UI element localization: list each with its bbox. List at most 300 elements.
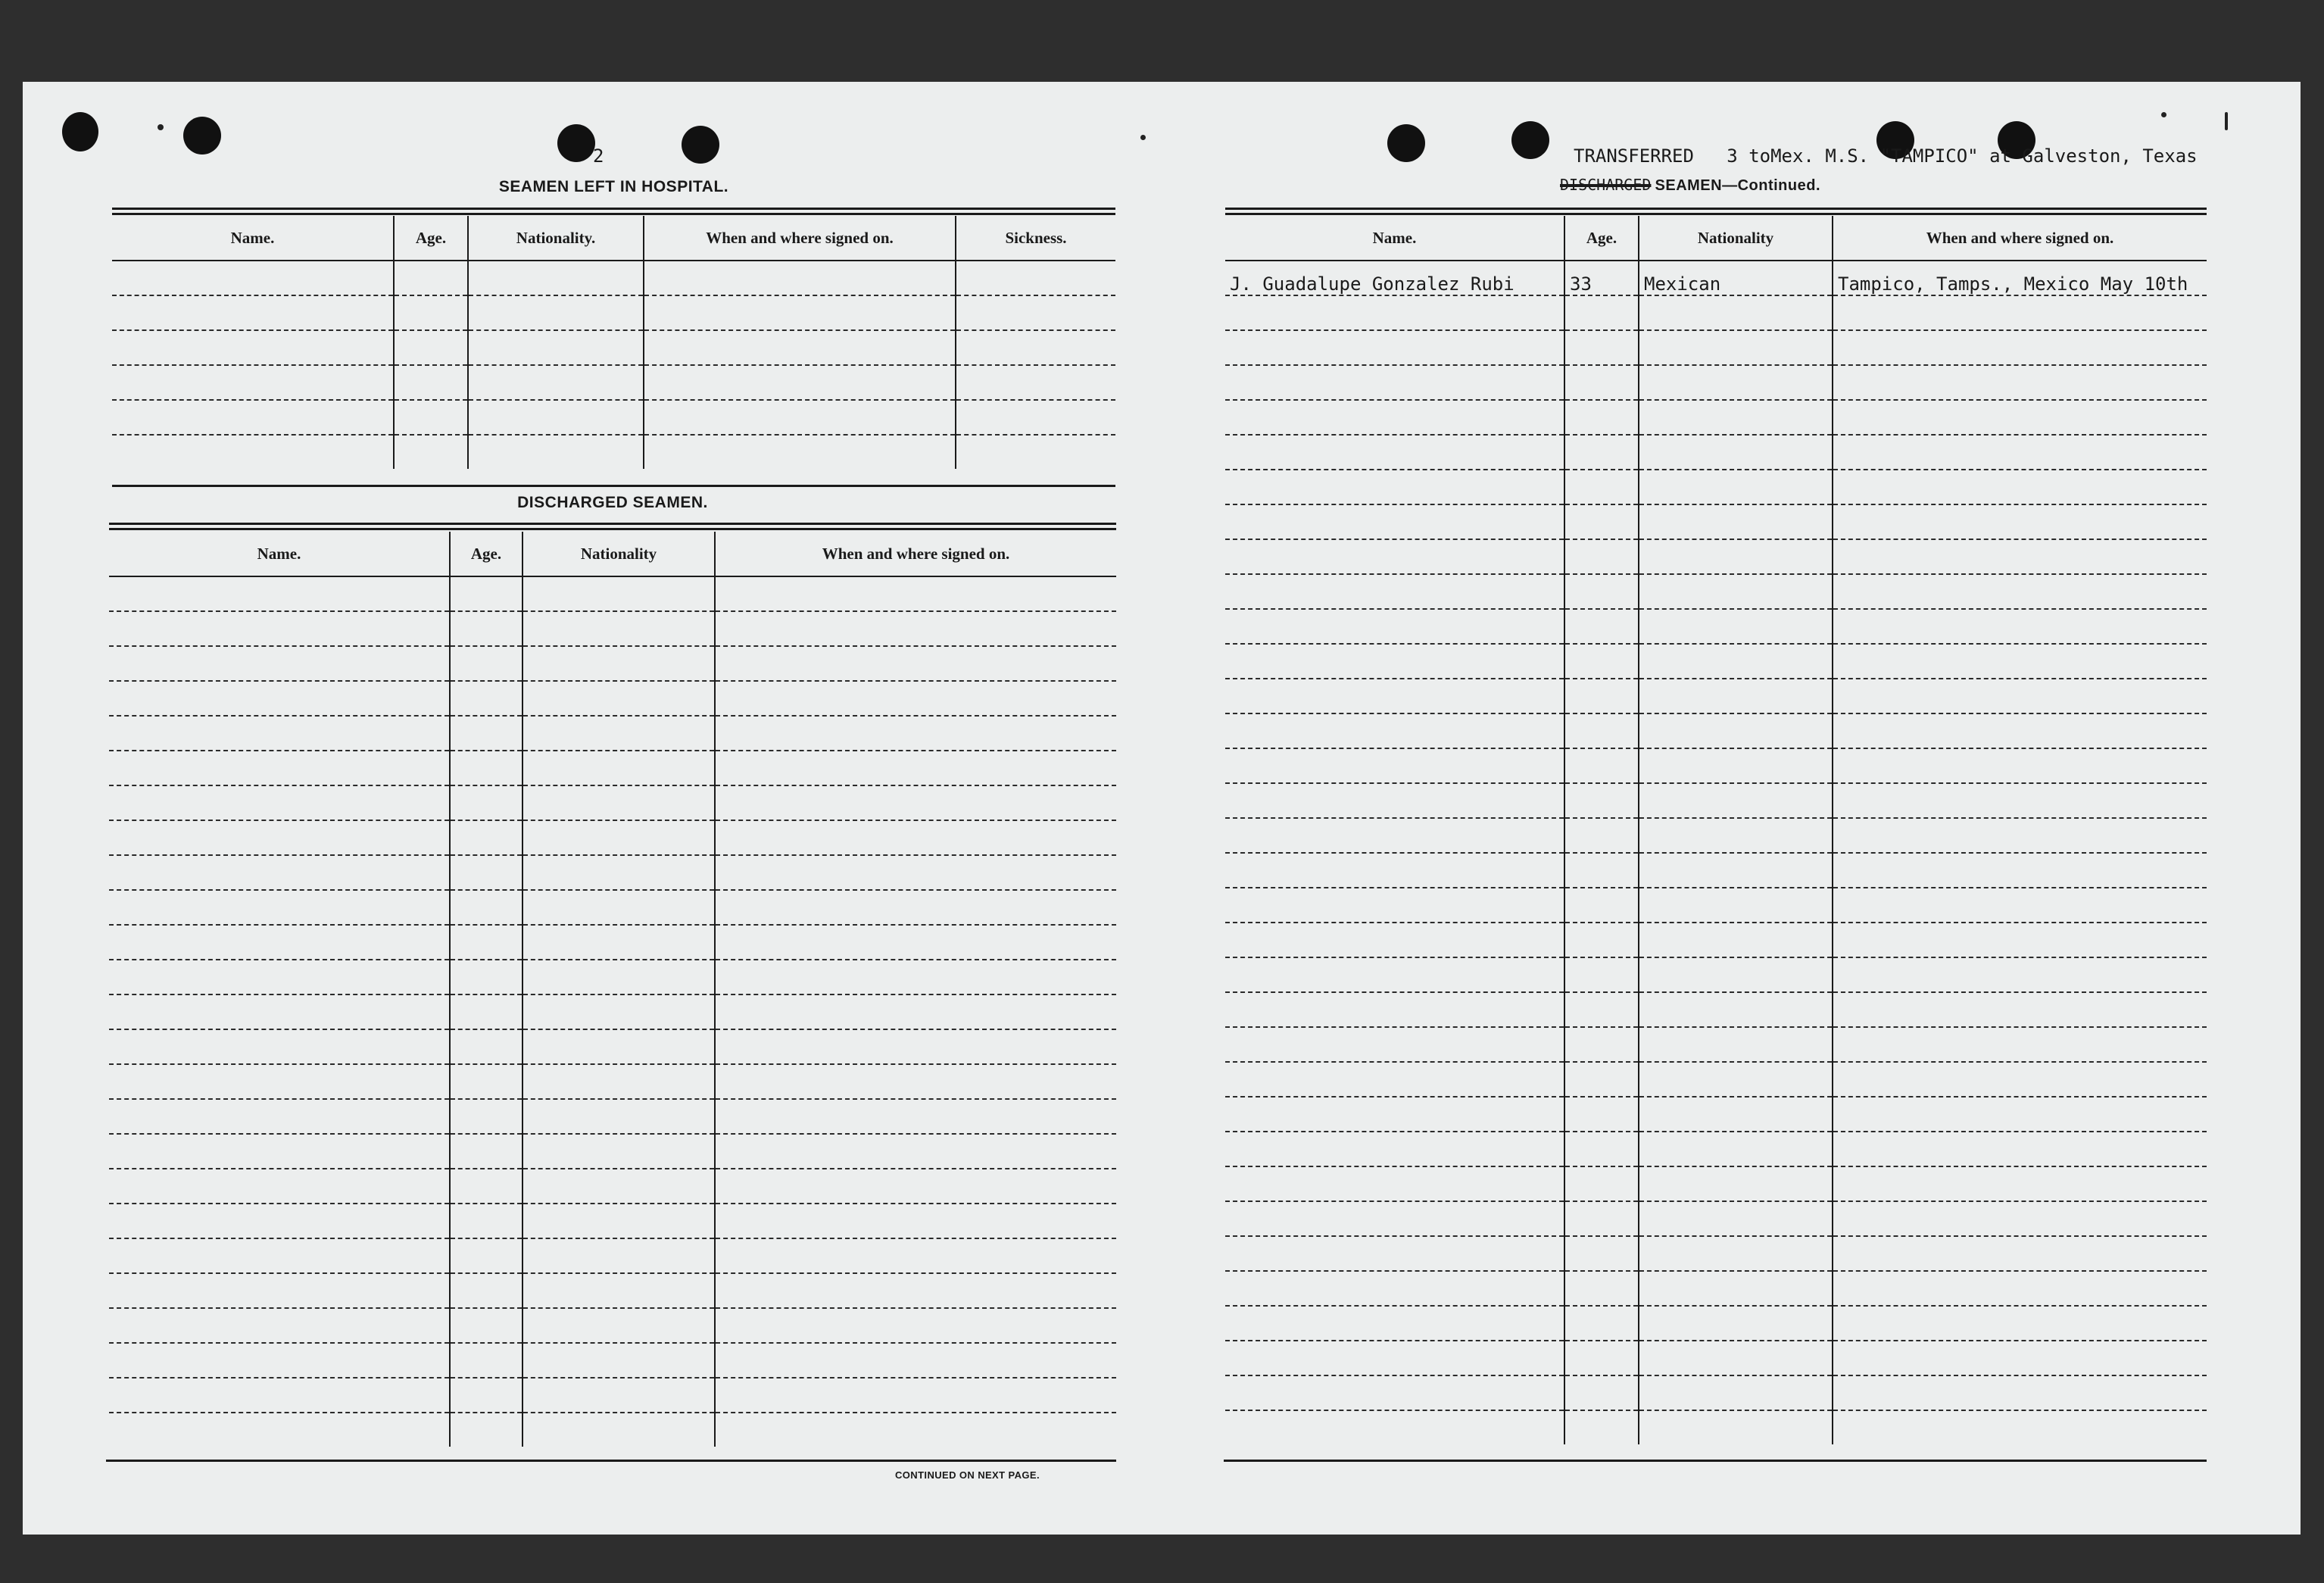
table-cell — [1225, 1097, 1564, 1132]
table-cell — [109, 1064, 450, 1099]
table-cell — [112, 330, 394, 365]
table-cell — [1564, 783, 1639, 818]
hospital-top-rule — [112, 208, 1115, 215]
hospital-bottom-rule — [112, 485, 1115, 487]
table-row — [109, 1099, 1116, 1134]
table-cell — [1639, 644, 1833, 679]
table-row — [109, 646, 1116, 681]
table-cell — [1564, 679, 1639, 713]
table-cell — [523, 1029, 715, 1064]
left-page — [23, 82, 1143, 1535]
table-cell — [1833, 1132, 2207, 1166]
table-row — [1225, 504, 2207, 539]
table-cell — [109, 1238, 450, 1273]
table-row — [112, 330, 1115, 365]
table-cell — [450, 785, 523, 820]
table-cell — [1564, 1062, 1639, 1097]
table-cell: Mexican — [1639, 261, 1833, 295]
table-cell — [1639, 1306, 1833, 1341]
table-cell — [109, 1029, 450, 1064]
table-row — [1225, 365, 2207, 400]
table-cell — [523, 855, 715, 890]
table-cell — [1833, 470, 2207, 504]
table-cell — [956, 365, 1115, 400]
table-cell — [109, 1273, 450, 1308]
table-cell — [1833, 504, 2207, 539]
table-cell: J. Guadalupe Gonzalez Rubi — [1225, 261, 1564, 295]
table-cell — [112, 261, 394, 295]
table-row — [109, 751, 1116, 785]
table-cell — [1225, 1410, 1564, 1444]
table-cell — [1564, 644, 1639, 679]
table-cell — [1833, 1166, 2207, 1201]
table-cell — [715, 890, 1116, 925]
table-cell — [1225, 1375, 1564, 1410]
table-cell — [715, 646, 1116, 681]
table-cell — [1833, 295, 2207, 330]
table-cell — [1833, 1375, 2207, 1410]
table-row — [109, 855, 1116, 890]
table-cell — [1833, 1236, 2207, 1271]
table-row — [1225, 783, 2207, 818]
discharged-header-row — [109, 532, 1116, 576]
table-cell — [109, 890, 450, 925]
column-header: When and where signed on. — [715, 532, 1116, 576]
table-cell — [450, 1308, 523, 1343]
table-cell — [715, 1238, 1116, 1273]
column-header: Sickness. — [956, 216, 1115, 261]
table-cell — [109, 1169, 450, 1204]
table-row — [109, 1378, 1116, 1413]
table-row — [1225, 1271, 2207, 1306]
table-row — [109, 925, 1116, 960]
table-cell — [1639, 609, 1833, 644]
table-cell — [1833, 888, 2207, 923]
table-row — [1225, 1132, 2207, 1166]
table-cell — [468, 365, 644, 400]
table-cell — [450, 1134, 523, 1169]
table-cell — [109, 960, 450, 994]
table-cell — [1564, 1097, 1639, 1132]
table-cell — [1225, 853, 1564, 888]
table-cell — [523, 646, 715, 681]
table-cell — [715, 1169, 1116, 1204]
table-row — [1225, 609, 2207, 644]
table-cell — [450, 1378, 523, 1413]
table-cell — [523, 751, 715, 785]
table-cell — [1833, 1097, 2207, 1132]
table-cell — [715, 925, 1116, 960]
table-cell — [715, 1134, 1116, 1169]
table-cell — [523, 681, 715, 716]
table-cell — [450, 890, 523, 925]
table-cell — [715, 576, 1116, 611]
table-cell — [450, 855, 523, 890]
table-cell — [1639, 992, 1833, 1027]
table-row — [1225, 1201, 2207, 1236]
table-cell — [1225, 400, 1564, 435]
table-row — [112, 261, 1115, 295]
table-cell — [644, 261, 956, 295]
transfer-top-rule — [1225, 208, 2207, 215]
table-cell — [1564, 400, 1639, 435]
table-row — [109, 1343, 1116, 1378]
right-page — [1189, 82, 2301, 1535]
struck-word: DISCHARGED — [1560, 176, 1652, 194]
table-cell — [1564, 295, 1639, 330]
table-cell — [450, 994, 523, 1029]
table-cell — [1225, 1166, 1564, 1201]
table-cell — [1639, 1341, 1833, 1375]
table-cell — [1833, 679, 2207, 713]
table-cell — [523, 925, 715, 960]
table-cell — [644, 330, 956, 365]
discharged-top-rule — [109, 523, 1116, 530]
table-cell — [109, 1099, 450, 1134]
table-cell — [1639, 295, 1833, 330]
table-cell — [1833, 1201, 2207, 1236]
table-row — [1225, 1236, 2207, 1271]
table-cell — [523, 1134, 715, 1169]
table-cell — [523, 785, 715, 820]
table-cell — [1833, 1410, 2207, 1444]
table-row — [109, 1413, 1116, 1447]
table-cell — [1639, 818, 1833, 853]
table-cell — [523, 890, 715, 925]
table-cell — [715, 1413, 1116, 1447]
table-row — [1225, 261, 2207, 295]
table-cell — [1639, 1410, 1833, 1444]
table-cell — [1225, 295, 1564, 330]
column-header: When and where signed on. — [1833, 216, 2207, 261]
table-cell — [1225, 992, 1564, 1027]
table-cell — [1833, 783, 2207, 818]
table-cell — [1225, 1201, 1564, 1236]
table-cell — [1225, 330, 1564, 365]
table-cell — [450, 1064, 523, 1099]
table-cell — [715, 1273, 1116, 1308]
table-cell — [468, 261, 644, 295]
table-cell — [1564, 1341, 1639, 1375]
table-cell — [523, 1308, 715, 1343]
table-cell — [1564, 1236, 1639, 1271]
table-cell — [523, 1343, 715, 1378]
table-cell — [1564, 1306, 1639, 1341]
table-cell — [1564, 923, 1639, 957]
table-row — [1225, 330, 2207, 365]
table-cell — [1833, 1062, 2207, 1097]
table-cell — [1833, 923, 2207, 957]
table-cell — [450, 576, 523, 611]
table-cell — [1225, 435, 1564, 470]
table-cell — [523, 1378, 715, 1413]
table-row — [109, 890, 1116, 925]
table-cell — [1564, 1375, 1639, 1410]
table-cell — [1564, 992, 1639, 1027]
column-header: Age. — [1564, 216, 1639, 261]
table-row — [112, 400, 1115, 435]
table-cell — [644, 400, 956, 435]
table-cell — [1639, 853, 1833, 888]
table-cell — [112, 365, 394, 400]
hospital-header-row — [112, 216, 1115, 261]
table-cell — [1833, 713, 2207, 748]
table-cell — [1564, 853, 1639, 888]
table-row — [109, 785, 1116, 820]
table-cell — [1833, 1027, 2207, 1062]
table-row — [1225, 1166, 2207, 1201]
table-cell — [109, 1204, 450, 1238]
table-row — [1225, 713, 2207, 748]
table-cell — [644, 295, 956, 330]
table-cell — [523, 994, 715, 1029]
table-cell — [1833, 748, 2207, 783]
table-cell — [1639, 1132, 1833, 1166]
column-header: Nationality. — [468, 216, 644, 261]
table-row — [1225, 1062, 2207, 1097]
table-cell — [1564, 504, 1639, 539]
table-cell — [394, 261, 468, 295]
table-cell — [1564, 470, 1639, 504]
column-header: Nationality — [1639, 216, 1833, 261]
table-cell — [1564, 957, 1639, 992]
table-cell — [1639, 748, 1833, 783]
table-cell — [715, 1099, 1116, 1134]
transfer-header-row — [1225, 216, 2207, 261]
table-cell — [109, 820, 450, 855]
table-cell — [1833, 818, 2207, 853]
table-cell — [109, 716, 450, 751]
table-cell — [1225, 783, 1564, 818]
table-cell — [1225, 713, 1564, 748]
table-cell — [715, 716, 1116, 751]
table-cell — [450, 681, 523, 716]
table-cell — [450, 1204, 523, 1238]
table-row — [109, 960, 1116, 994]
table-row — [109, 1064, 1116, 1099]
form-title: SEAMEN—Continued. — [1655, 177, 1821, 194]
table-cell — [1639, 1097, 1833, 1132]
table-cell — [1639, 435, 1833, 470]
table-row — [109, 994, 1116, 1029]
table-cell — [715, 1308, 1116, 1343]
table-cell — [715, 1343, 1116, 1378]
table-cell — [109, 751, 450, 785]
table-cell — [1225, 1306, 1564, 1341]
discharged-section-title: DISCHARGED SEAMEN. — [517, 494, 708, 511]
page-number: 2 — [593, 145, 604, 167]
table-row — [1225, 470, 2207, 504]
table-cell — [1639, 470, 1833, 504]
table-cell — [1225, 644, 1564, 679]
table-cell — [1639, 504, 1833, 539]
table-cell — [523, 1169, 715, 1204]
table-cell — [1639, 713, 1833, 748]
table-row — [1225, 1306, 2207, 1341]
table-row — [112, 365, 1115, 400]
table-cell — [1564, 713, 1639, 748]
table-cell — [468, 330, 644, 365]
table-cell — [1639, 539, 1833, 574]
table-cell — [1225, 748, 1564, 783]
table-row — [1225, 644, 2207, 679]
table-cell — [394, 295, 468, 330]
table-row — [109, 611, 1116, 646]
table-cell — [1225, 818, 1564, 853]
table-cell — [394, 365, 468, 400]
table-cell — [112, 400, 394, 435]
table-cell: 33 — [1564, 261, 1639, 295]
table-row — [112, 295, 1115, 330]
table-cell — [1639, 783, 1833, 818]
table-row — [109, 1238, 1116, 1273]
table-row — [1225, 295, 2207, 330]
table-cell — [1225, 1236, 1564, 1271]
table-cell — [450, 716, 523, 751]
table-cell — [523, 820, 715, 855]
column-header: Nationality — [523, 532, 715, 576]
table-cell — [1564, 539, 1639, 574]
table-cell — [1564, 1201, 1639, 1236]
table-cell — [1225, 679, 1564, 713]
table-row — [109, 1169, 1116, 1204]
table-row — [109, 820, 1116, 855]
table-cell — [1225, 365, 1564, 400]
table-cell — [1833, 435, 2207, 470]
table-cell — [109, 785, 450, 820]
table-cell — [1564, 574, 1639, 609]
table-cell — [715, 960, 1116, 994]
table-cell — [1225, 1271, 1564, 1306]
table-cell — [109, 855, 450, 890]
table-cell — [450, 1099, 523, 1134]
table-cell — [715, 611, 1116, 646]
table-row — [1225, 957, 2207, 992]
table-cell — [394, 330, 468, 365]
table-row — [1225, 992, 2207, 1027]
table-cell — [1639, 365, 1833, 400]
table-row — [1225, 1341, 2207, 1375]
table-cell — [523, 1238, 715, 1273]
table-cell — [109, 925, 450, 960]
table-cell — [450, 1413, 523, 1447]
table-row — [109, 681, 1116, 716]
table-cell — [1639, 923, 1833, 957]
table-cell — [468, 295, 644, 330]
table-cell — [109, 681, 450, 716]
table-cell — [1564, 818, 1639, 853]
table-cell — [523, 1204, 715, 1238]
table-cell — [468, 435, 644, 469]
table-cell — [1639, 1062, 1833, 1097]
table-cell — [450, 1169, 523, 1204]
column-header: Name. — [112, 216, 394, 261]
table-cell — [394, 400, 468, 435]
table-row — [109, 1273, 1116, 1308]
table-row — [1225, 818, 2207, 853]
table-row — [112, 435, 1115, 469]
table-cell — [450, 1273, 523, 1308]
table-cell — [715, 1378, 1116, 1413]
table-cell — [523, 1413, 715, 1447]
table-cell — [715, 1204, 1116, 1238]
table-cell — [956, 261, 1115, 295]
table-cell — [394, 435, 468, 469]
hospital-section-title: SEAMEN LEFT IN HOSPITAL. — [498, 178, 729, 195]
table-cell — [1225, 888, 1564, 923]
table-row — [1225, 748, 2207, 783]
table-row — [1225, 400, 2207, 435]
table-cell — [1639, 1027, 1833, 1062]
table-cell — [1225, 539, 1564, 574]
table-cell — [109, 1413, 450, 1447]
column-header: When and where signed on. — [644, 216, 956, 261]
table-cell — [715, 681, 1116, 716]
table-cell — [715, 751, 1116, 785]
table-cell — [1225, 1341, 1564, 1375]
transfer-header: TRANSFERRED 3 toMex. M.S. "TAMPICO" at Galveston, Texas — [1574, 145, 2198, 167]
table-cell — [1564, 609, 1639, 644]
table-cell — [112, 295, 394, 330]
table-cell — [109, 1343, 450, 1378]
table-cell — [956, 400, 1115, 435]
column-header: Age. — [450, 532, 523, 576]
continued-title — [1560, 176, 1820, 195]
table-row — [109, 576, 1116, 611]
table-cell — [1639, 888, 1833, 923]
table-row — [109, 1134, 1116, 1169]
table-row — [1225, 574, 2207, 609]
table-row — [109, 716, 1116, 751]
discharged-table — [109, 532, 1116, 1447]
table-cell — [1833, 1271, 2207, 1306]
table-cell — [1833, 539, 2207, 574]
table-cell — [1833, 574, 2207, 609]
table-cell — [1639, 679, 1833, 713]
table-cell — [1833, 1341, 2207, 1375]
table-cell — [523, 960, 715, 994]
table-cell — [450, 611, 523, 646]
table-cell — [468, 400, 644, 435]
table-cell — [1833, 853, 2207, 888]
table-cell — [1225, 1027, 1564, 1062]
table-cell — [1639, 1375, 1833, 1410]
table-cell — [523, 1273, 715, 1308]
table-row — [1225, 923, 2207, 957]
table-cell — [715, 820, 1116, 855]
table-cell — [1639, 1201, 1833, 1236]
table-cell — [1225, 1062, 1564, 1097]
table-cell — [1564, 1132, 1639, 1166]
table-cell — [956, 330, 1115, 365]
transfer-bottom-rule — [1224, 1460, 2207, 1462]
transfer-table — [1225, 216, 2207, 1444]
table-cell — [1225, 1132, 1564, 1166]
document-sheet — [23, 82, 2301, 1535]
table-cell — [715, 855, 1116, 890]
table-cell — [523, 611, 715, 646]
table-row — [1225, 1097, 2207, 1132]
table-cell — [109, 1378, 450, 1413]
table-row — [1225, 853, 2207, 888]
table-cell — [644, 435, 956, 469]
table-cell — [1225, 470, 1564, 504]
table-cell — [109, 576, 450, 611]
table-cell — [450, 960, 523, 994]
table-row — [1225, 679, 2207, 713]
table-cell — [1639, 400, 1833, 435]
table-cell — [1225, 957, 1564, 992]
